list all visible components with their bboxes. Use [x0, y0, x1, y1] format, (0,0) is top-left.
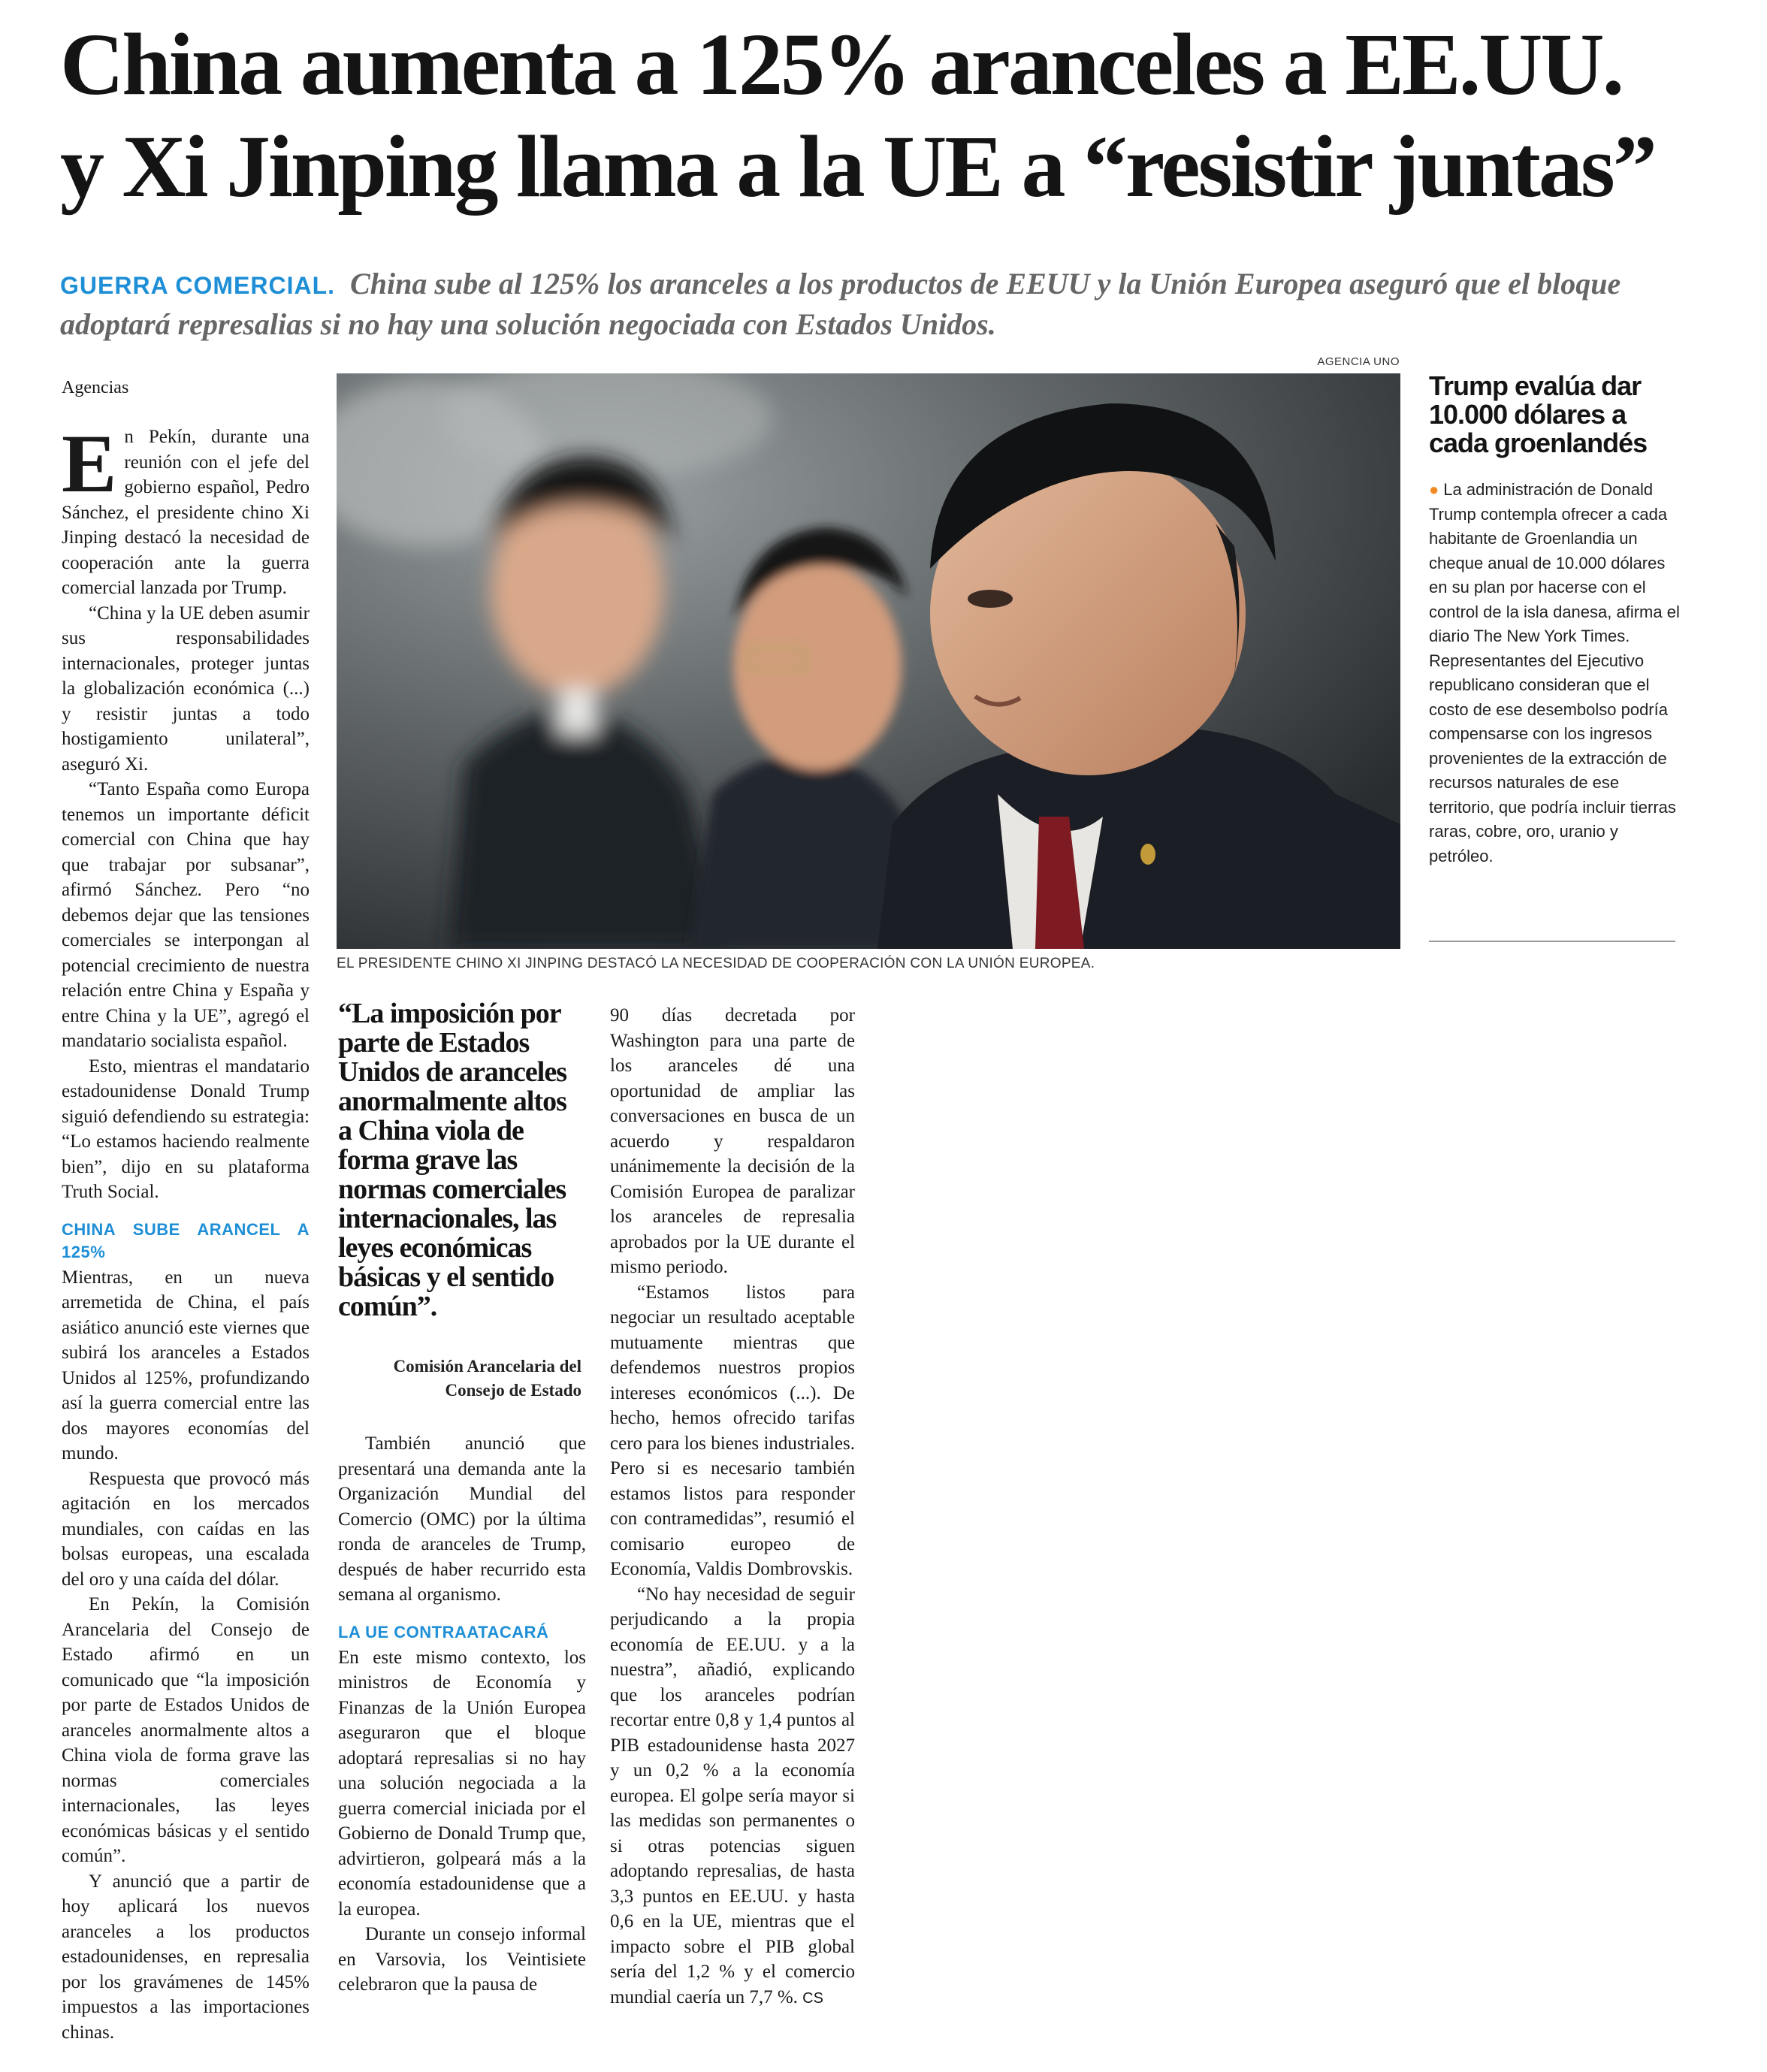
article-paragraph: En este mismo contexto, los ministros de Economía y Finanzas de la Unión Europea aseguraron que el bloque adoptará represalias si no hay una solución negociada a la guerra comercial iniciada por el Gobierno de Donald Trump que, advirtieron, golpeará más a la economía estadounidense que a la europea. — [338, 1647, 586, 1919]
article-paragraph: Mientras, en un nueva arremetida de China, el país asiático anunció este viernes que subirá los aranceles a Estados Unidos al 125%, profundizando así la guerra comercial entre las dos mayores economías del mundo. — [62, 1267, 310, 1463]
attribution-line-2: Consejo de Estado — [445, 1381, 581, 1400]
pull-quote-attribution — [338, 1355, 581, 1403]
article-paragraph: Esto, mientras el mandatario estadounidense Donald Trump siguió defendiendo su estrategia: “Lo estamos haciendo realmente bien”, dijo en su plataforma Truth Social. — [62, 1056, 310, 1202]
photo-illustration — [337, 373, 1400, 949]
photo-credit: AGENCIA UNO — [1317, 355, 1400, 368]
article-column-1 — [62, 418, 310, 2045]
byline: Agencias — [62, 378, 129, 397]
sidebar-title: Trump evalúa dar 10.000 dólares a cada groenlandés — [1429, 370, 1648, 458]
article-paragraph: En Pekín, durante una reunión con el jefe del gobierno español, Pedro Sánchez, el presidente chino Xi Jinping destacó la necesidad de cooperación ante la guerra comercial lanzada por Trump. — [62, 418, 310, 598]
drop-cap: E — [62, 418, 117, 509]
subhead-china-sube-arancel: CHINA SUBE ARANCEL A 125% — [62, 1219, 310, 1261]
photo-caption: EL PRESIDENTE CHINO XI JINPING DESTACÓ LA NECESIDAD DE COOPERACIÓN CON LA UNIÓN EUROPEA. — [337, 956, 1095, 971]
deck-text: China sube al 125% los aranceles a los productos de EEUU y la Unión Europea aseguró que el bloque adoptará represalias si no hay una solución negociada con Estados Unidos. — [60, 267, 1621, 341]
article-paragraph: Y anunció que a partir de hoy aplicará los nuevos aranceles a los productos estadounidenses, en represalia por los gravámenes de 145% impuestos a las importaciones chinas. — [62, 1871, 310, 2043]
article-column-3 — [610, 1003, 855, 2011]
headline-line-1: China aumenta a 125% aranceles a EE.UU. — [60, 15, 1623, 113]
article-paragraph: “China y la UE deben asumir sus responsabilidades internacionales, proteger juntas la globalización económica (...) y resistir juntas a todo hostigamiento unilateral”, aseguró Xi. — [62, 603, 310, 775]
sidebar-text: La administración de Donald Trump contempla ofrecer a cada habitante de Groenlandia un cheque anual de 10.000 dólares en su plan por hacerse con el control de la isla danesa, afirma el diario The New York Times. Representantes del Ejecutivo republicano consideran que el costo de ese desembolso podría compensarse con los ingresos provenientes de la extracción de recursos naturales de ese territorio, que podría incluir tierras raras, cobre, oro, uranio y petróleo. — [1429, 480, 1680, 865]
attribution-line-1: Comisión Arancelaria del — [393, 1357, 581, 1376]
subhead-ue-contraatacara: LA UE CONTRAATACARÁ — [338, 1622, 549, 1642]
article-paragraph: Respuesta que provocó más agitación en los mercados mundiales, con caídas en las bolsas europeas, una escalada del oro y una caída del dólar. — [62, 1468, 310, 1590]
article-paragraph: Durante un consejo informal en Varsovia, los Veintisiete celebraron que la pausa de — [338, 1924, 586, 1995]
article-paragraph: También anunció que presentará una demanda ante la Organización Mundial del Comercio (OMC) por la última ronda de aranceles de Trump, después de haber recurrido esta semana al organismo. — [338, 1433, 586, 1605]
pull-quote: “La imposición por parte de Estados Unidos de aranceles anormalmente altos a China viola de forma grave las normas comerciales internacionales, las leyes económicas básicas y el sentido común”. — [338, 998, 566, 1322]
news-photo — [337, 373, 1400, 949]
article-paragraph: “Estamos listos para negociar un resultado aceptable mutuamente mientras que defendemos nuestros propios intereses económicos (...). De hecho, hemos ofrecido tarifas cero para los bienes industriales. Pero si es necesario también estamos listos para responder con contramedidas”, resumió el comisario europeo de Economía, Valdis Dombrovskis. — [610, 1282, 855, 1579]
headline — [60, 14, 1698, 218]
deck — [60, 264, 1668, 344]
article-paragraph: “No hay necesidad de seguir perjudicando a la propia economía de EE.UU. y a la nuestra”, añadió, explicando que los aranceles podrían recortar entre 0,8 y 1,4 puntos al PIB estadounidense hasta 2027 y un 0,2 % a la economía europea. El golpe sería mayor si las medidas son permanentes o si otras potencias siguen adoptando represalias, de hasta 3,3 puntos en EE.UU. y hasta 0,6 en la UE, mientras que el impacto sobre el PIB global sería del 1,2 % y el comercio mundial caería un 7,7 %. CS — [610, 1584, 855, 2007]
sidebar-body — [1429, 478, 1681, 868]
article-column-2 — [338, 1431, 586, 1998]
article-paragraph: “Tanto España como Europa tenemos un importante déficit comercial con China que hay que trabajar por subsanar”, afirmó Sánchez. Pero “no debemos dejar que las tensiones comerciales se interpongan al potencial crecimiento de nuestra relación entre China y España y entre China y la UE”, agregó el mandatario socialista español. — [62, 779, 310, 1051]
bullet-dot-icon: ● — [1429, 480, 1439, 499]
deck-kicker: GUERRA COMERCIAL. — [60, 272, 336, 299]
headline-line-2: y Xi Jinping llama a la UE a “resistir juntas” — [60, 117, 1655, 216]
sidebar-divider — [1429, 941, 1675, 942]
end-mark-icon: CS — [802, 1989, 823, 2007]
article-paragraph: En Pekín, la Comisión Arancelaria del Consejo de Estado afirmó en un comunicado que “la imposición por parte de Estados Unidos de aranceles anormalmente altos a China viola de forma grave las normas comerciales internacionales, las leyes económicas básicas y el sentido común”. — [62, 1594, 310, 1866]
article-paragraph: 90 días decretada por Washington para una parte de los aranceles dé una oportunidad de ampliar las conversaciones en busca de un acuerdo y respaldaron unánimemente la decisión de la Comisión Europea de paralizar los aranceles de represalia aprobados por la UE durante el mismo periodo. — [610, 1005, 855, 1277]
